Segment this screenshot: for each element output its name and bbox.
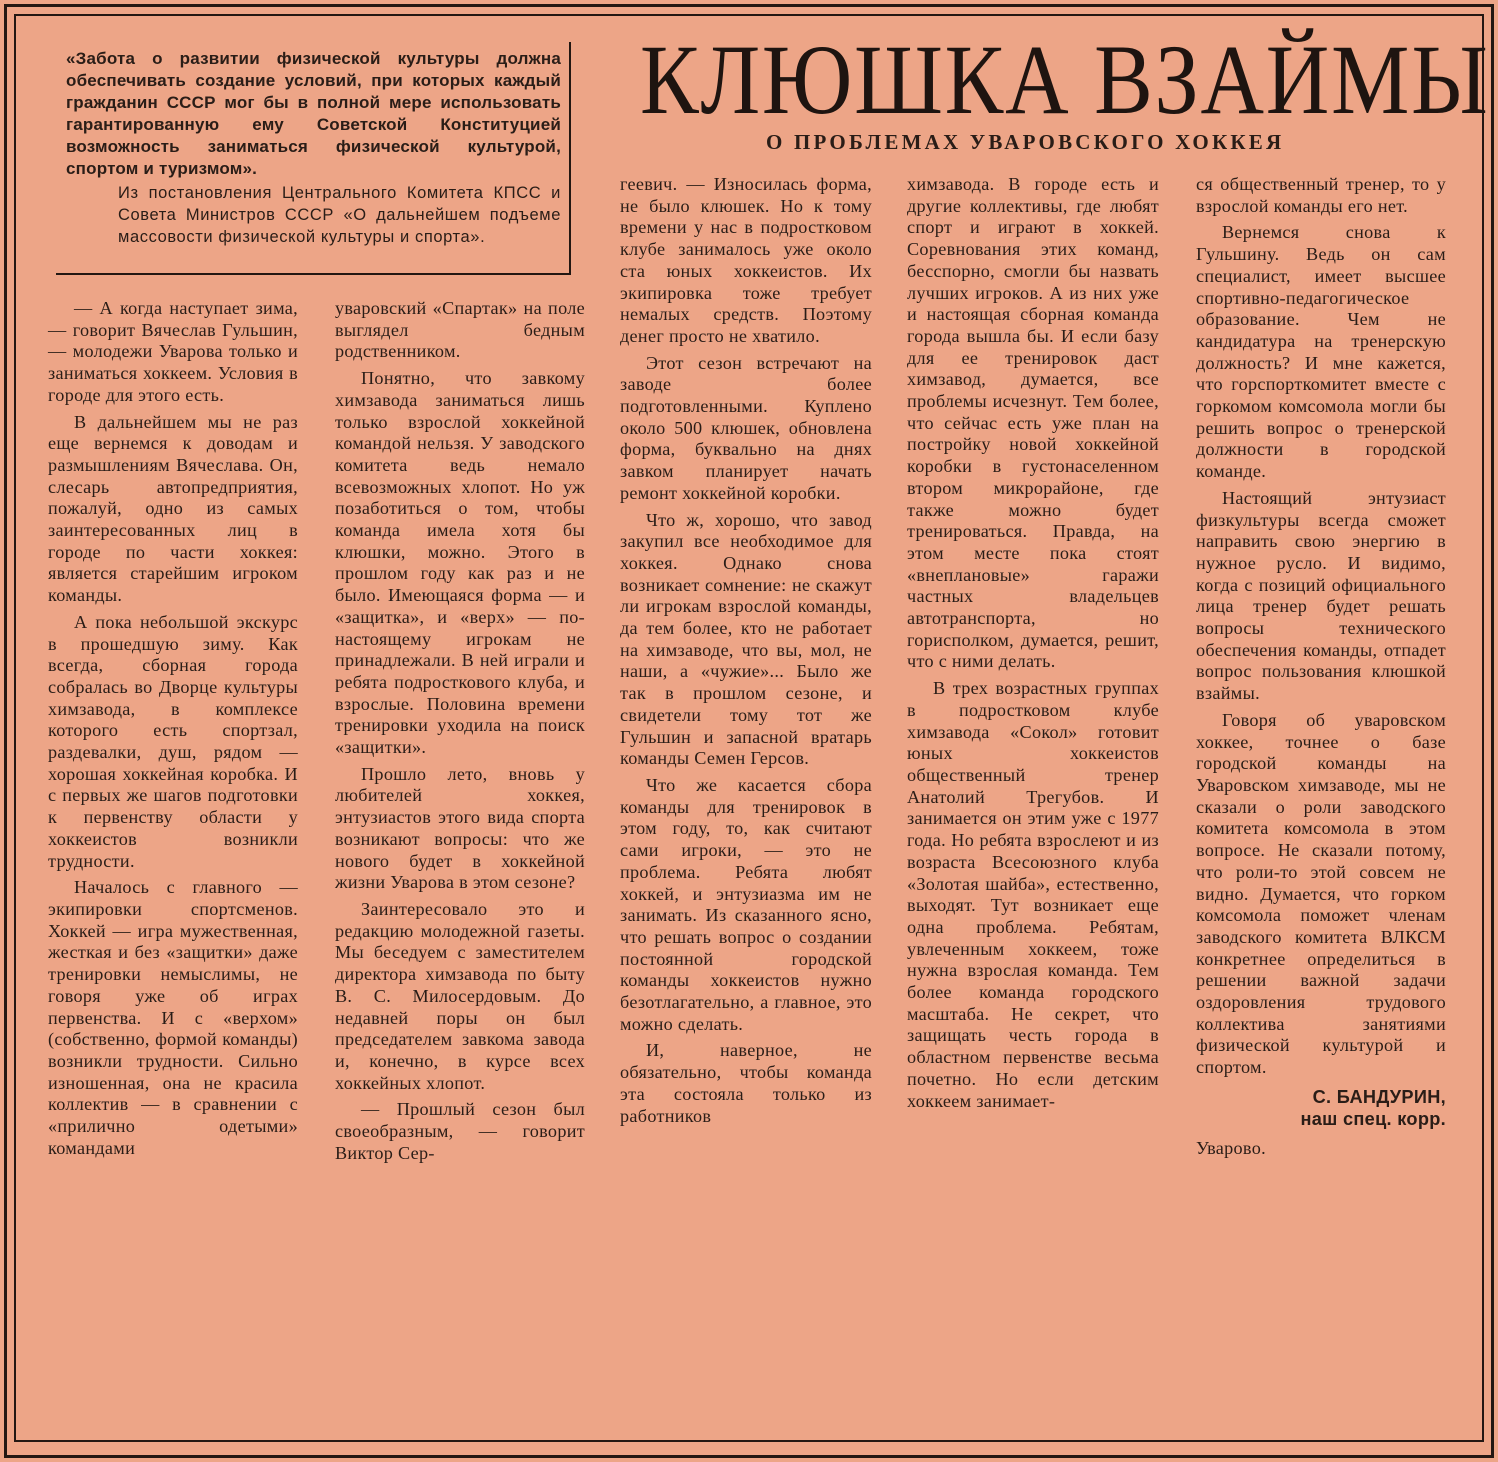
paragraph: — Прошлый сезон был своеобразным, — говорит Виктор Сер-	[335, 1099, 585, 1163]
article-column-5	[1196, 174, 1446, 1165]
paragraph: геевич. — Износилась форма, не было клюшек. Но к тому времени у нас в подростковом клубе занималось уже около ста юных хоккеистов. Их экипировка тоже требует немалых средств. Поэтому денег просто не хватило.	[620, 174, 872, 346]
epigraph-quote: «Забота о развитии физической культуры должна обеспечивать создание условий, при которых каждый гражданин СССР мог бы в полной мере использовать гарантированную ему Советской Конституцией возможность заниматься физической культурой, спортом и туризмом».	[66, 49, 561, 178]
paragraph: Вернемся снова к Гульшину. Ведь он сам специалист, имеет высшее спортивно-педагогическое образование. Чем не кандидатура на тренерскую должность? И мне кажется, что горспорткомитет вместе с горкомом комсомола могли бы решить вопрос о тренерской должности в городской команде.	[1196, 222, 1446, 482]
paragraph: Прошло лето, вновь у любителей хоккея, энтузиастов этого вида спорта возникают вопросы: что же нового будет в хоккейной жизни Уварова в этом сезоне?	[335, 763, 585, 893]
paragraph: А пока небольшой экскурс в прошедшую зиму. Как всегда, сборная города собралась во Дворце культуры химзавода, в комплексе которого есть спортзал, раздевалки, душ, рядом — хорошая хоккейная коробка. И с первых же шагов подготовки к первенству области у хоккеистов возникли трудности.	[48, 611, 298, 871]
paragraph: уваровский «Спартак» на поле выглядел бедным родственником.	[335, 298, 585, 362]
paragraph: Что же касается сбора команды для тренировок в этом году, то, как считают сами игроки, — это не проблема. Ребята любят хоккей, и энтузиазма им не занимать. Из сказанного ясно, что решать вопрос о создании постоянной городской команды хоккеистов нужно безотлагательно, а главное, это можно сделать.	[620, 774, 872, 1034]
paragraph: И, наверное, не обязательно, чтобы команда эта состояла только из работников	[620, 1040, 872, 1126]
paragraph: В трех возрастных группах в подростковом клубе химзавода «Сокол» готовит юных хоккеистов общественный тренер Анатолий Трегубов. И занимается он этим уже с 1977 года. Но ребята взрослеют и из возраста Всесоюзного клуба «Золотая шайба», естественно, выходят. Тут возникает еще одна проблема. Ребятам, увлеченным хоккеем, тоже нужна взрослая команда. Тем более команда городского масштаба. Не секрет, что защищать честь города в областном первенстве весьма почетно. Но если детским хоккеем занимает-	[907, 678, 1159, 1111]
article-headline: КЛЮШКА ВЗАЙМЫ	[640, 24, 1490, 135]
epigraph-source: Из постановления Центрального Комитета КПСС и Совета Министров СССР «О дальнейшем подъеме массовости физической культуры и спорта».	[118, 184, 561, 246]
paragraph: Что ж, хорошо, что завод закупил все необходимое для хоккея. Однако снова возникает сомнение: не скажут ли игрокам взрослой команды, да тем более, кто не работает на химзаводе, что вы, мол, не наши, а «чужие»... Было же так в прошлом сезоне, и свидетели тому тот же Гульшин и запасной вратарь команды Семен Герсов.	[620, 509, 872, 769]
paragraph: Понятно, что завкому химзавода заниматься лишь только взрослой хоккейной командой нельзя. У заводского комитета ведь немало всевозможных хлопот. Но уж позаботиться о том, чтобы команда имела хотя бы клюшки, можно. Этого в прошлом году как раз и не было. Имеющаяся форма — и «защитка», и «верх» — по-настоящему игрокам не принадлежали. В ней играли и ребята подросткового клуба, и взрослые. Половина времени тренировки уходила на поиск «защитки».	[335, 368, 585, 758]
paragraph: Этот сезон встречают на заводе более подготовленными. Куплено около 500 клюшек, обновлена форма, буквально на днях завком планирует начать ремонт хоккейной коробки.	[620, 352, 872, 503]
article-column-4	[907, 174, 1159, 1117]
paragraph: ся общественный тренер, то у взрослой команды его нет.	[1196, 174, 1446, 216]
paragraph: химзавода. В городе есть и другие коллективы, где любят спорт и играют в хоккей. Соревнования этих команд, бесспорно, смогли бы назвать лучших игроков. А из них уже и настоящая сборная команда города вышла бы. И если базу для ее тренировок даст химзавод, думается, все проблемы исчезнут. Тем более, что сейчас есть уже план на постройку новой хоккейной коробки в густонаселенном втором микрорайоне, где также можно будет тренироваться. Правда, на этом месте пока стоят «внеплановые» гаражи частных владельцев автотранспорта, но горисполком, думается, решит, что с ними делать.	[907, 174, 1159, 672]
byline-author: С. БАНДУРИН,	[1312, 1086, 1446, 1107]
article-column-3	[620, 174, 872, 1132]
article-column-1	[48, 298, 298, 1164]
epigraph-box	[56, 42, 571, 275]
article-subheadline: О ПРОБЛЕМАХ УВАРОВСКОГО ХОККЕЯ	[766, 130, 1285, 154]
paragraph: Говоря об уваровском хоккее, точнее о базе городской команды на Уваровском химзаводе, мы не сказали о роли заводского комитета комсомола в этом вопросе. Не сказали потому, что роли-то этой совсем не видно. Думается, что горком комсомола поможет членам заводского комитета ВЛКСМ конкретнее определиться в решении важной задачи оздоровления трудового коллектива занятиями физической культурой и спортом.	[1196, 709, 1446, 1078]
paragraph: Настоящий энтузиаст физкультуры всегда сможет направить свою энергию в нужное русло. И видимо, когда с позиций официального лица тренер будет решать вопросы технического обеспечения команды, отпадет вопрос пользования клюшкой взаймы.	[1196, 487, 1446, 704]
paragraph: — А когда наступает зима, — говорит Вячеслав Гульшин, — молодежи Уварова только и заниматься хоккеем. Условия в городе для этого есть.	[48, 298, 298, 405]
byline-place: Уварово.	[1196, 1138, 1266, 1159]
article-column-2	[335, 298, 585, 1169]
paragraph: В дальнейшем мы не раз еще вернемся к доводам и размышлениям Вячеслава. Он, слесарь автопредприятия, пожалуй, одно из самых заинтересованных лиц в городе по части хоккея: является старейшим игроком команды.	[48, 411, 298, 606]
paragraph: Началось с главного — экипировки спортсменов. Хоккей — игра мужественная, жесткая и без «защитки» даже тренировки немыслимы, не говоря уже об играх первенства. И с «верхом» (собственно, формой команды) возникли трудности. Сильно изношенная, она не красила коллектив — в сравнении с «прилично одетыми» командами	[48, 877, 298, 1158]
paragraph: Заинтересовало это и редакцию молодежной газеты. Мы беседуем с заместителем директора химзавода по быту В. С. Милосердовым. До недавней поры он был председателем завкома завода и, конечно, в курсе всех хоккейных хлопот.	[335, 898, 585, 1093]
byline-role: наш спец. корр.	[1300, 1108, 1446, 1129]
